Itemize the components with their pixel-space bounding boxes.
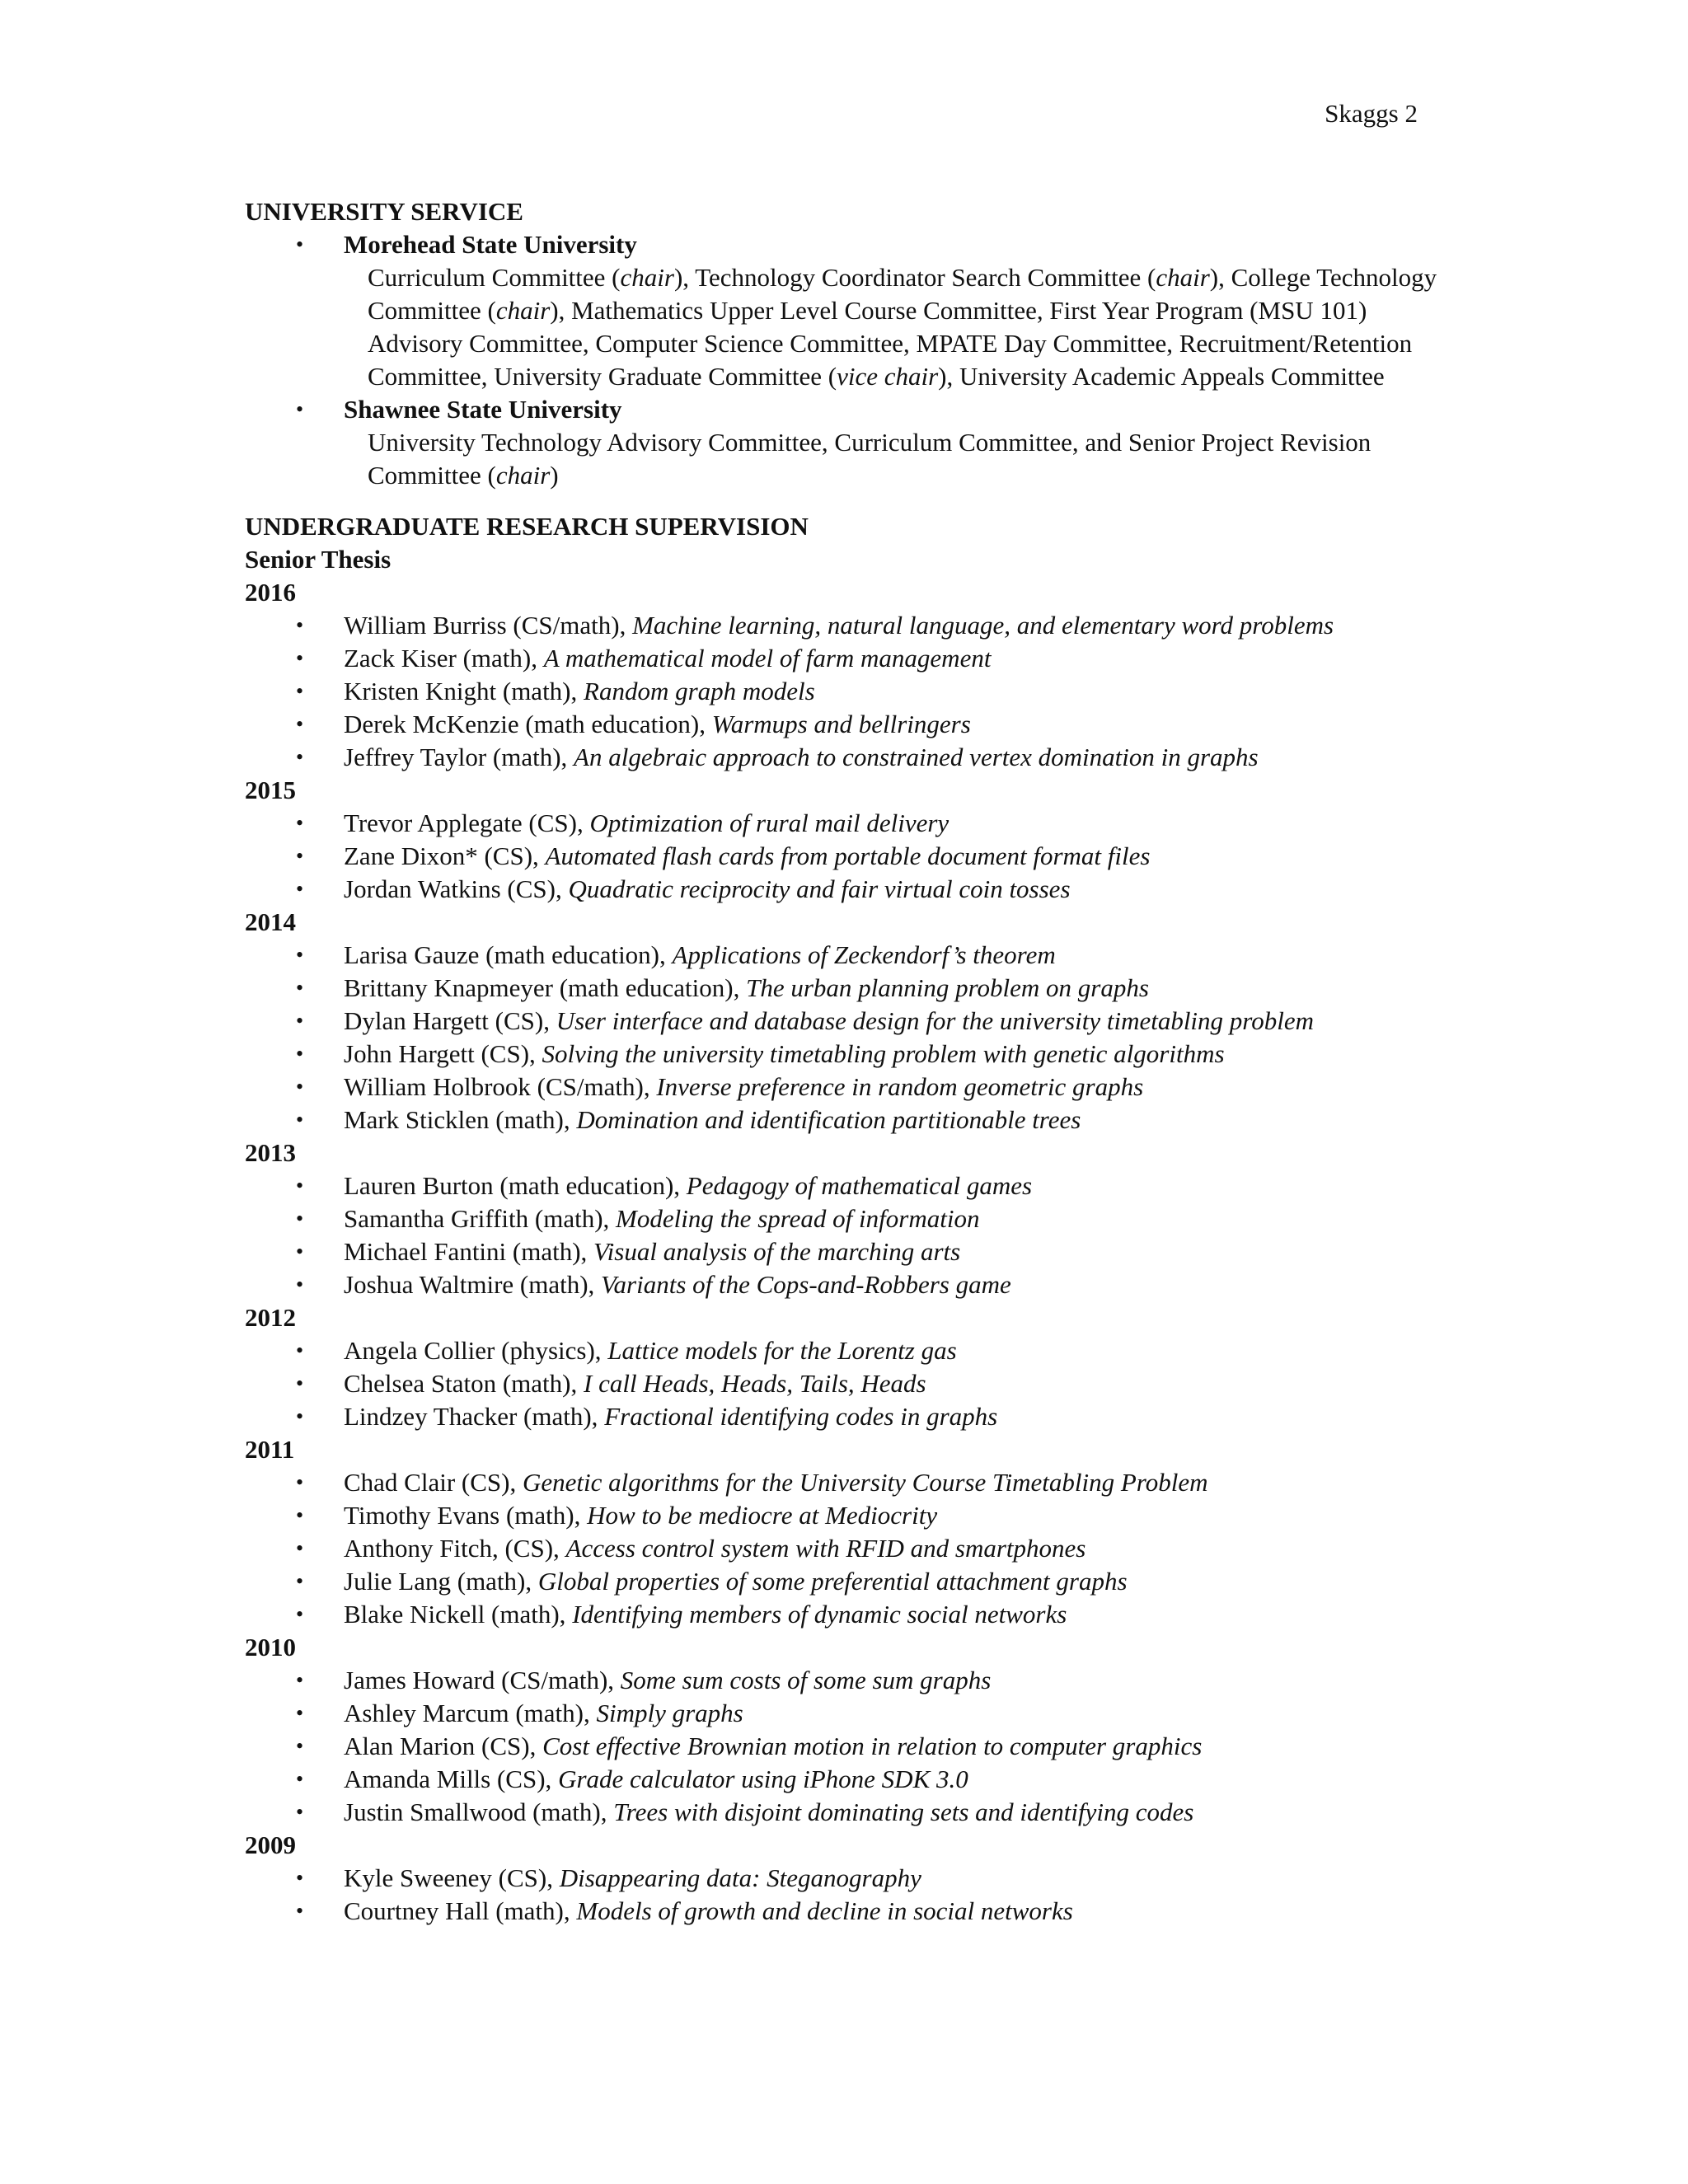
thesis-list bbox=[245, 1169, 1448, 1301]
thesis-item bbox=[245, 1235, 1448, 1268]
thesis-item bbox=[245, 1598, 1448, 1631]
subheading-senior-thesis: Senior Thesis bbox=[245, 545, 392, 574]
thesis-student: Justin Smallwood (math), bbox=[344, 1797, 614, 1826]
thesis-item bbox=[245, 1038, 1448, 1071]
thesis-title: Global properties of some preferential attachment graphs bbox=[537, 1567, 1128, 1596]
thesis-student: Chelsea Staton (math), bbox=[344, 1369, 584, 1398]
thesis-title: Optimization of rural mail delivery bbox=[589, 808, 950, 837]
section-heading-research: UNDERGRADUATE RESEARCH SUPERVISION bbox=[245, 512, 809, 541]
thesis-student: Trevor Applegate (CS), bbox=[344, 808, 590, 837]
thesis-title: Pedagogy of mathematical games bbox=[686, 1171, 1033, 1200]
thesis-title: Genetic algorithms for the University Course Timetabling Problem bbox=[523, 1468, 1208, 1497]
thesis-student: Alan Marion (CS), bbox=[344, 1732, 543, 1760]
committee-text: ), Mathematics Upper Level Course Committee, First Year Program (MSU 101) Advisory Committee, Computer Science Committee, MPATE Day Committee, Recruitment/Retention Committee, University Graduate Committee ( bbox=[368, 296, 1413, 391]
thesis-student: Julie Lang (math), bbox=[344, 1567, 538, 1596]
thesis-item bbox=[245, 840, 1448, 873]
committee-text: ), University Academic Appeals Committee bbox=[938, 362, 1385, 391]
thesis-list bbox=[245, 1466, 1448, 1631]
thesis-student: Blake Nickell (math), bbox=[344, 1600, 573, 1629]
thesis-item bbox=[245, 1104, 1448, 1137]
thesis-item bbox=[245, 972, 1448, 1005]
year-heading: 2010 bbox=[245, 1633, 296, 1661]
thesis-item bbox=[245, 1664, 1448, 1697]
thesis-student: Kyle Sweeney (CS), bbox=[344, 1863, 560, 1892]
thesis-student: Anthony Fitch, (CS), bbox=[344, 1534, 566, 1563]
service-org-committees bbox=[344, 426, 1448, 492]
year-heading: 2009 bbox=[245, 1830, 296, 1859]
service-list bbox=[245, 228, 1448, 492]
thesis-student: Lindzey Thacker (math), bbox=[344, 1402, 605, 1431]
thesis-years bbox=[245, 576, 1448, 1928]
thesis-student: Lauren Burton (math education), bbox=[344, 1171, 687, 1200]
thesis-student: Chad Clair (CS), bbox=[344, 1468, 523, 1497]
thesis-student: James Howard (CS/math), bbox=[344, 1666, 621, 1694]
thesis-item bbox=[245, 1796, 1448, 1829]
year-heading: 2014 bbox=[245, 907, 296, 936]
thesis-list bbox=[245, 1334, 1448, 1433]
thesis-title: Modeling the spread of information bbox=[616, 1204, 980, 1233]
service-org-committees bbox=[344, 261, 1448, 393]
thesis-student: William Burriss (CS/math), bbox=[344, 611, 633, 640]
thesis-title: Cost effective Brownian motion in relation to computer graphics bbox=[542, 1732, 1203, 1760]
year-heading: 2013 bbox=[245, 1138, 296, 1167]
thesis-title: Some sum costs of some sum graphs bbox=[620, 1666, 992, 1694]
committee-text: ), College Technology Committee ( bbox=[368, 263, 1437, 325]
section-heading-university-service: UNIVERSITY SERVICE bbox=[245, 197, 523, 226]
thesis-item bbox=[245, 1367, 1448, 1400]
committee-role: chair bbox=[495, 296, 551, 325]
thesis-item bbox=[245, 1268, 1448, 1301]
thesis-item bbox=[245, 807, 1448, 840]
thesis-student: Jordan Watkins (CS), bbox=[344, 874, 569, 903]
committee-role: vice chair bbox=[837, 362, 939, 391]
committee-text: ), Technology Coordinator Search Committee ( bbox=[673, 263, 1156, 292]
thesis-item bbox=[245, 1532, 1448, 1565]
thesis-student: Courtney Hall (math), bbox=[344, 1896, 577, 1925]
thesis-item bbox=[245, 708, 1448, 741]
thesis-title: Solving the university timetabling problem with genetic algorithms bbox=[542, 1039, 1225, 1068]
thesis-list bbox=[245, 807, 1448, 906]
thesis-item bbox=[245, 642, 1448, 675]
thesis-item bbox=[245, 1334, 1448, 1367]
thesis-student: Derek McKenzie (math education), bbox=[344, 710, 712, 738]
thesis-title: Applications of Zeckendorf’s theorem bbox=[672, 940, 1056, 969]
thesis-item bbox=[245, 609, 1448, 642]
thesis-item bbox=[245, 1005, 1448, 1038]
thesis-title: I call Heads, Heads, Tails, Heads bbox=[584, 1369, 926, 1398]
thesis-title: Grade calculator using iPhone SDK 3.0 bbox=[558, 1765, 968, 1793]
thesis-student: Joshua Waltmire (math), bbox=[344, 1270, 602, 1299]
thesis-student: Zack Kiser (math), bbox=[344, 644, 544, 673]
thesis-title: Domination and identification partitionable trees bbox=[576, 1105, 1081, 1134]
thesis-title: Machine learning, natural language, and elementary word problems bbox=[632, 611, 1334, 640]
thesis-student: Ashley Marcum (math), bbox=[344, 1699, 597, 1727]
thesis-title: The urban planning problem on graphs bbox=[746, 973, 1149, 1002]
committee-role: chair bbox=[620, 263, 674, 292]
thesis-student: Larisa Gauze (math education), bbox=[344, 940, 673, 969]
thesis-item bbox=[245, 1499, 1448, 1532]
thesis-title: Trees with disjoint dominating sets and identifying codes bbox=[613, 1797, 1194, 1826]
thesis-item bbox=[245, 1202, 1448, 1235]
service-org-name: • Morehead State University bbox=[344, 230, 637, 259]
committee-role: chair bbox=[495, 461, 551, 490]
thesis-item bbox=[245, 741, 1448, 774]
thesis-title: Variants of the Cops-and-Robbers game bbox=[601, 1270, 1011, 1299]
committee-role: chair bbox=[1156, 263, 1210, 292]
thesis-student: Jeffrey Taylor (math), bbox=[344, 743, 574, 771]
thesis-title: Simply graphs bbox=[596, 1699, 743, 1727]
thesis-title: Quadratic reciprocity and fair virtual coin tosses bbox=[568, 874, 1071, 903]
document-body bbox=[245, 195, 1448, 1928]
thesis-title: Automated flash cards from portable document format files bbox=[545, 841, 1151, 870]
thesis-title: A mathematical model of farm management bbox=[543, 644, 992, 673]
thesis-title: Lattice models for the Lorentz gas bbox=[607, 1336, 957, 1365]
committee-text: University Technology Advisory Committee, Curriculum Committee, and Senior Project Revision Committee ( bbox=[368, 428, 1372, 490]
year-heading: 2015 bbox=[245, 776, 296, 804]
thesis-title: Identifying members of dynamic social networks bbox=[572, 1600, 1067, 1629]
thesis-title: User interface and database design for the university timetabling problem bbox=[556, 1006, 1314, 1035]
thesis-item bbox=[245, 1565, 1448, 1598]
thesis-item bbox=[245, 1466, 1448, 1499]
section-spacer bbox=[245, 492, 1448, 510]
thesis-student: William Holbrook (CS/math), bbox=[344, 1072, 657, 1101]
thesis-title: How to be mediocre at Mediocrity bbox=[587, 1501, 938, 1530]
committee-text: ) bbox=[550, 461, 559, 490]
thesis-student: Timothy Evans (math), bbox=[344, 1501, 588, 1530]
thesis-student: Amanda Mills (CS), bbox=[344, 1765, 559, 1793]
thesis-title: Inverse preference in random geometric graphs bbox=[656, 1072, 1144, 1101]
thesis-title: Warmups and bellringers bbox=[711, 710, 971, 738]
thesis-title: An algebraic approach to constrained vertex domination in graphs bbox=[574, 743, 1259, 771]
thesis-title: Fractional identifying codes in graphs bbox=[604, 1402, 998, 1431]
year-heading: 2016 bbox=[245, 578, 296, 607]
thesis-student: Brittany Knapmeyer (math education), bbox=[344, 973, 747, 1002]
thesis-item bbox=[245, 1763, 1448, 1796]
thesis-item bbox=[245, 1697, 1448, 1730]
thesis-item bbox=[245, 675, 1448, 708]
thesis-item bbox=[245, 873, 1448, 906]
thesis-item bbox=[245, 1400, 1448, 1433]
thesis-item bbox=[245, 939, 1448, 972]
thesis-list bbox=[245, 1664, 1448, 1829]
thesis-item bbox=[245, 1862, 1448, 1895]
thesis-title: Visual analysis of the marching arts bbox=[593, 1237, 961, 1266]
service-org-item bbox=[245, 228, 1448, 393]
thesis-student: Samantha Griffith (math), bbox=[344, 1204, 617, 1233]
thesis-list bbox=[245, 939, 1448, 1137]
year-heading: 2011 bbox=[245, 1435, 295, 1464]
thesis-item bbox=[245, 1169, 1448, 1202]
thesis-student: Mark Sticklen (math), bbox=[344, 1105, 577, 1134]
thesis-list bbox=[245, 609, 1448, 774]
thesis-student: Michael Fantini (math), bbox=[344, 1237, 594, 1266]
thesis-student: Kristen Knight (math), bbox=[344, 677, 584, 705]
thesis-student: Angela Collier (physics), bbox=[344, 1336, 608, 1365]
year-heading: 2012 bbox=[245, 1303, 296, 1332]
thesis-title: Disappearing data: Steganography bbox=[559, 1863, 921, 1892]
thesis-item bbox=[245, 1071, 1448, 1104]
thesis-title: Random graph models bbox=[584, 677, 815, 705]
thesis-title: Access control system with RFID and smartphones bbox=[565, 1534, 1086, 1563]
thesis-student: John Hargett (CS), bbox=[344, 1039, 542, 1068]
thesis-list bbox=[245, 1862, 1448, 1928]
page-header-label: Skaggs 2 bbox=[1325, 99, 1418, 128]
thesis-item bbox=[245, 1730, 1448, 1763]
service-org-item bbox=[245, 393, 1448, 492]
thesis-item bbox=[245, 1895, 1448, 1928]
thesis-title: Models of growth and decline in social networks bbox=[576, 1896, 1073, 1925]
committee-text: Curriculum Committee ( bbox=[368, 263, 621, 292]
thesis-student: Zane Dixon* (CS), bbox=[344, 841, 546, 870]
service-org-name: • Shawnee State University bbox=[344, 395, 622, 424]
thesis-student: Dylan Hargett (CS), bbox=[344, 1006, 556, 1035]
